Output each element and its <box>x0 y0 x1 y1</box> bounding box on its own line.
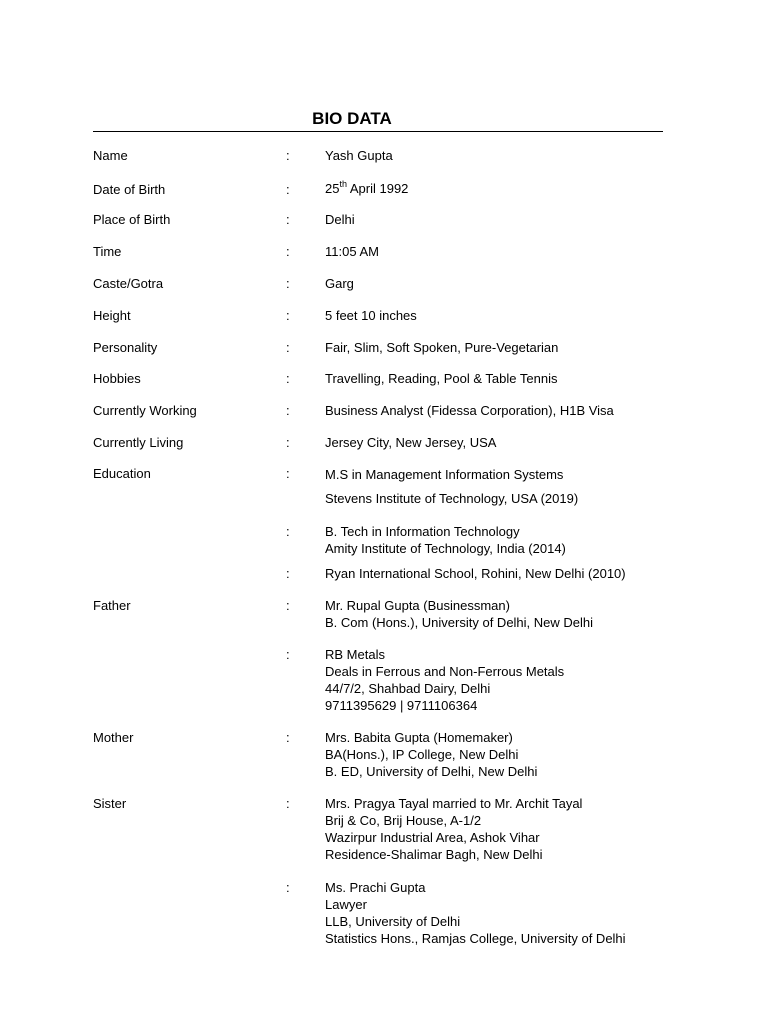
label-date-of-birth: Date of Birth <box>93 182 166 197</box>
colon: : <box>286 403 290 418</box>
colon: : <box>286 244 290 259</box>
father-business-line: 9711395629 | 9711106364 <box>325 698 478 713</box>
colon: : <box>286 435 290 450</box>
page-title: BIO DATA <box>312 109 392 128</box>
dob-ordinal-suffix: th <box>339 178 347 189</box>
colon: : <box>286 566 290 581</box>
value-time: 11:05 AM <box>325 244 379 259</box>
colon: : <box>286 598 290 613</box>
mother-line: Mrs. Babita Gupta (Homemaker) <box>325 730 513 745</box>
father-line: Mr. Rupal Gupta (Businessman) <box>325 598 510 613</box>
label-personality: Personality <box>93 340 158 355</box>
label-place-of-birth: Place of Birth <box>93 212 171 227</box>
sister-line: Wazirpur Industrial Area, Ashok Vihar <box>325 830 540 845</box>
dob-month-year: April 1992 <box>346 181 409 196</box>
value-currently-living: Jersey City, New Jersey, USA <box>325 435 497 450</box>
mother-line: BA(Hons.), IP College, New Delhi <box>325 747 519 762</box>
colon: : <box>286 466 290 481</box>
sister-line: Statistics Hons., Ramjas College, University of Delhi <box>325 931 626 946</box>
value-date-of-birth <box>325 180 408 197</box>
colon: : <box>286 308 290 323</box>
education-line: Stevens Institute of Technology, USA (2019) <box>325 491 579 506</box>
education-line: M.S in Management Information Systems <box>325 467 564 482</box>
label-currently-living: Currently Living <box>93 435 184 450</box>
father-line: B. Com (Hons.), University of Delhi, New Delhi <box>325 615 594 630</box>
value-education-btech <box>325 523 566 557</box>
value-caste-gotra: Garg <box>325 276 354 291</box>
label-hobbies: Hobbies <box>93 371 141 386</box>
sister-line: Ms. Prachi Gupta <box>325 880 426 895</box>
value-hobbies: Travelling, Reading, Pool & Table Tennis <box>325 371 558 386</box>
colon: : <box>286 647 290 662</box>
colon: : <box>286 340 290 355</box>
value-father-business <box>325 646 564 714</box>
label-currently-working: Currently Working <box>93 403 197 418</box>
label-education: Education <box>93 466 151 481</box>
colon: : <box>286 524 290 539</box>
sister-line: LLB, University of Delhi <box>325 914 461 929</box>
sister-line: Lawyer <box>325 897 367 912</box>
value-height: 5 feet 10 inches <box>325 308 417 323</box>
label-time: Time <box>93 244 122 259</box>
father-business-line: 44/7/2, Shahbad Dairy, Delhi <box>325 681 491 696</box>
education-line: B. Tech in Information Technology <box>325 524 520 539</box>
father-business-line: Deals in Ferrous and Non-Ferrous Metals <box>325 664 565 679</box>
value-name: Yash Gupta <box>325 148 393 163</box>
father-business-line: RB Metals <box>325 647 385 662</box>
colon: : <box>286 182 290 197</box>
colon: : <box>286 148 290 163</box>
value-education-ms-institute <box>325 490 578 507</box>
sister-line: Brij & Co, Brij House, A-1/2 <box>325 813 482 828</box>
label-mother: Mother <box>93 730 134 745</box>
sister-line: Residence-Shalimar Bagh, New Delhi <box>325 847 543 862</box>
title-underline <box>93 131 663 132</box>
value-sister-1 <box>325 795 582 863</box>
mother-line: B. ED, University of Delhi, New Delhi <box>325 764 538 779</box>
label-father: Father <box>93 598 131 613</box>
value-mother <box>325 729 537 780</box>
value-education-ms <box>325 466 563 483</box>
label-name: Name <box>93 148 128 163</box>
value-father <box>325 597 593 631</box>
education-line: Ryan International School, Rohini, New Delhi (2010) <box>325 566 626 581</box>
value-personality: Fair, Slim, Soft Spoken, Pure-Vegetarian <box>325 340 559 355</box>
value-currently-working: Business Analyst (Fidessa Corporation), H1B Visa <box>325 403 614 418</box>
colon: : <box>286 212 290 227</box>
dob-day: 25 <box>325 181 340 196</box>
sister-line: Mrs. Pragya Tayal married to Mr. Archit Tayal <box>325 796 583 811</box>
colon: : <box>286 276 290 291</box>
value-sister-2 <box>325 879 626 947</box>
value-place-of-birth: Delhi <box>325 212 355 227</box>
label-height: Height <box>93 308 131 323</box>
label-caste-gotra: Caste/Gotra <box>93 276 164 291</box>
colon: : <box>286 880 290 895</box>
value-education-school <box>325 565 626 582</box>
education-line: Amity Institute of Technology, India (2014) <box>325 541 566 556</box>
colon: : <box>286 796 290 811</box>
colon: : <box>286 730 290 745</box>
colon: : <box>286 371 290 386</box>
label-sister: Sister <box>93 796 127 811</box>
